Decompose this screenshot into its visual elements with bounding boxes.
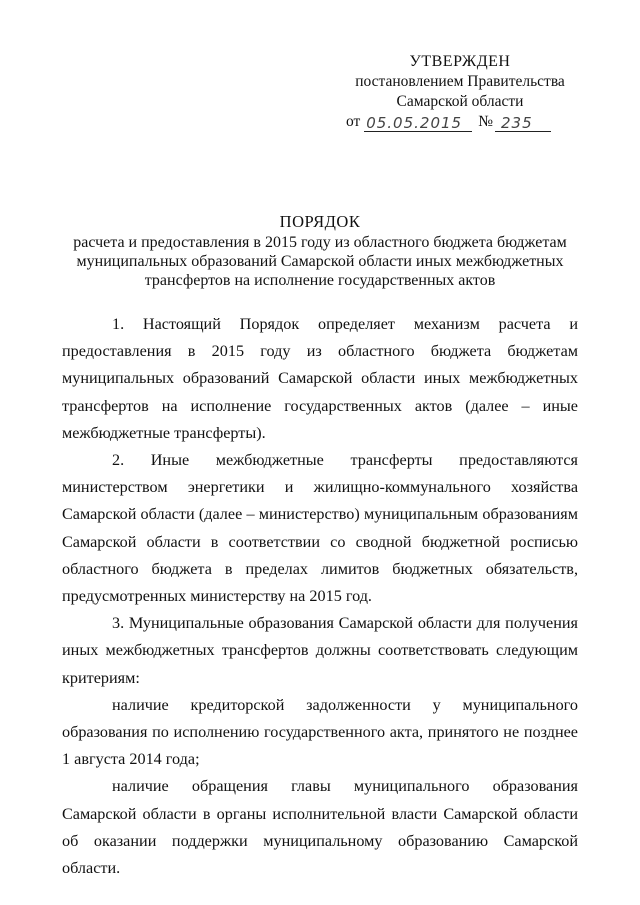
- approval-from-label: от: [346, 113, 361, 130]
- document-heading: ПОРЯДОК: [279, 212, 361, 231]
- document-subtitle-line: трансфертов на исполнение государственных актов: [144, 272, 496, 289]
- approval-block: [340, 52, 580, 134]
- criterion-1: наличие кредиторской задолженности у муниципального образования по исполнению государственного акта, принятого не позднее 1 августа 2014 года;: [62, 695, 578, 769]
- approval-line-2: Самарской области: [396, 93, 524, 110]
- approval-date-value: 05.05.2015: [364, 113, 472, 132]
- document-body: [62, 311, 578, 882]
- approval-line-1: постановлением Правительства: [355, 73, 565, 90]
- criterion-2: наличие обращения главы муниципального образования Самарской области в органы исполнительной власти Самарской области об оказании поддержки муниципальному образованию Самарской области.: [62, 777, 578, 878]
- paragraph-2: 2. Иные межбюджетные трансферты предоставляются министерством энергетики и жилищно-коммунального хозяйства Самарской области (далее – министерство) муниципальным образованиям Самарской области в соответствии со сводной бюджетной росписью областного бюджета в пределах лимитов бюджетных обязательств, предусмотренных министерству на 2015 год.: [62, 451, 578, 606]
- paragraph-1: 1. Настоящий Порядок определяет механизм расчета и предоставления в 2015 году из областного бюджета бюджетам муниципальных образований Самарской области иных межбюджетных трансфертов на исполнение государственных актов (далее – иные межбюджетные трансферты).: [62, 315, 578, 442]
- approval-date-number-line: [340, 112, 580, 134]
- approval-number-value: 235: [495, 113, 551, 132]
- approval-title: УТВЕРЖДЕН: [409, 53, 511, 70]
- document-subtitle-line: расчета и предоставления в 2015 году из областного бюджета бюджетам: [73, 234, 567, 251]
- approval-number-label: №: [478, 113, 493, 130]
- document-subtitle-line: муниципальных образований Самарской области иных межбюджетных: [76, 253, 564, 270]
- paragraph-3: 3. Муниципальные образования Самарской области для получения иных межбюджетных трансфертов должны соответствовать следующим критериям:: [62, 614, 578, 687]
- document-title: [60, 212, 580, 290]
